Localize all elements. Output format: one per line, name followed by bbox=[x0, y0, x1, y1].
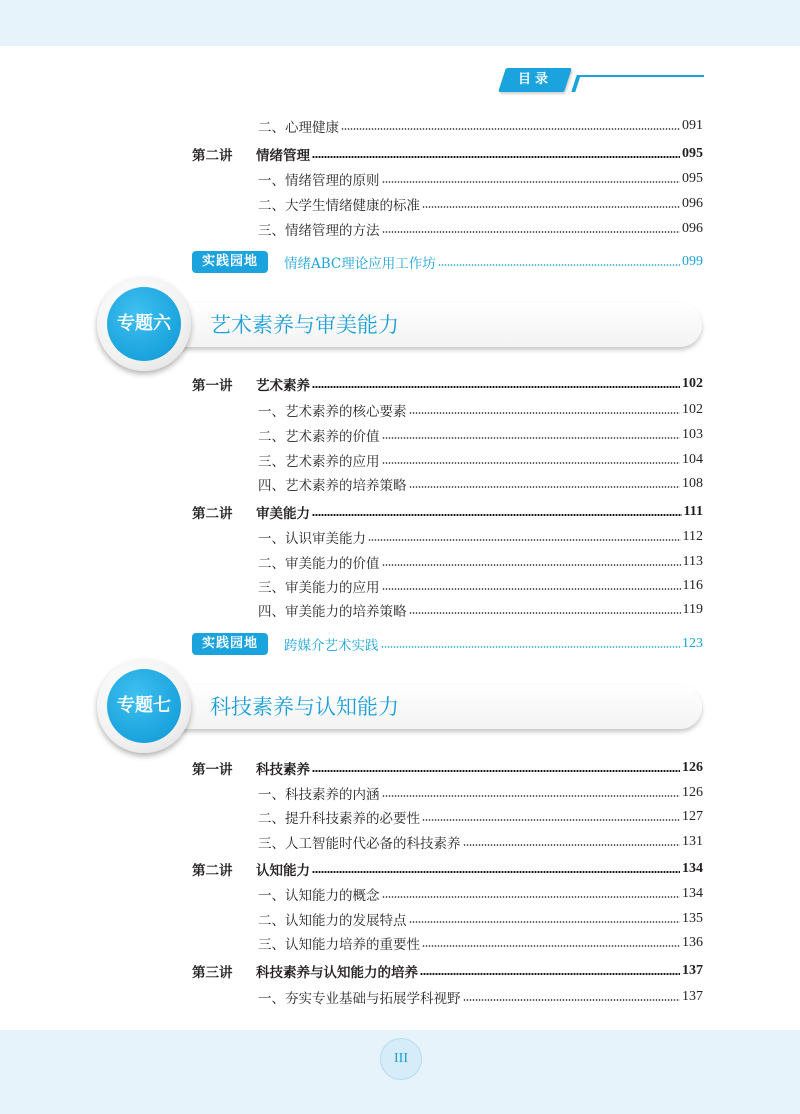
toc-entry-title: 情绪管理 bbox=[256, 148, 310, 164]
toc-practice[interactable] bbox=[0, 251, 800, 273]
toc-entry[interactable] bbox=[0, 218, 800, 240]
toc-entry-page: 108 bbox=[682, 476, 703, 491]
toc-entry[interactable] bbox=[0, 449, 800, 471]
toc-entry[interactable] bbox=[0, 831, 800, 853]
lecture-number: 第一讲 bbox=[192, 378, 233, 394]
practice-badge: 实践园地 bbox=[192, 251, 268, 273]
lecture-number: 第二讲 bbox=[192, 148, 233, 164]
toc-lecture[interactable] bbox=[0, 373, 800, 395]
toc-entry-page: 135 bbox=[682, 911, 703, 926]
leader-dots bbox=[382, 181, 681, 183]
toc-entry-title: 一、认识审美能力 bbox=[258, 531, 366, 547]
toc-entry-title: 一、科技素养的内涵 bbox=[258, 787, 380, 803]
toc-entry-page: 123 bbox=[682, 636, 703, 651]
toc-entry-page: 137 bbox=[682, 989, 703, 1004]
leader-dots bbox=[341, 128, 680, 130]
toc-entry-page: 091 bbox=[682, 118, 703, 133]
toc-header-label: 目录 bbox=[517, 72, 552, 87]
toc-entry[interactable] bbox=[0, 551, 800, 573]
leader-dots bbox=[463, 844, 681, 846]
toc-entry-page: 134 bbox=[682, 886, 703, 901]
toc-entry-title: 审美能力 bbox=[256, 506, 310, 522]
toc-lecture[interactable] bbox=[0, 858, 800, 880]
leader-dots bbox=[409, 612, 681, 614]
toc-entry[interactable] bbox=[0, 883, 800, 905]
toc-entry-title: 二、心理健康 bbox=[258, 120, 339, 136]
toc-entry-title: 二、大学生情绪健康的标准 bbox=[258, 198, 420, 214]
leader-dots bbox=[382, 462, 681, 464]
toc-lecture[interactable] bbox=[0, 960, 800, 982]
leader-dots bbox=[422, 206, 680, 208]
toc-entry-title: 二、审美能力的价值 bbox=[258, 556, 380, 572]
toc-entry[interactable] bbox=[0, 575, 800, 597]
toc-entry[interactable] bbox=[0, 986, 800, 1008]
toc-entry[interactable] bbox=[0, 168, 800, 190]
toc-entry-page: 102 bbox=[682, 376, 703, 391]
toc-entry[interactable] bbox=[0, 424, 800, 446]
toc-entry-title: 情绪ABC理论应用工作坊 bbox=[284, 256, 436, 272]
toc-lecture[interactable] bbox=[0, 757, 800, 779]
leader-dots bbox=[422, 945, 680, 947]
toc-entry-title: 艺术素养 bbox=[256, 378, 310, 394]
toc-entry-title: 二、提升科技素养的必要性 bbox=[258, 811, 420, 827]
toc-entry-page: 137 bbox=[682, 963, 703, 978]
toc-entry-page: 095 bbox=[682, 146, 703, 161]
toc-entry-page: 126 bbox=[682, 760, 703, 775]
toc-entry-title: 科技素养 bbox=[256, 762, 310, 778]
lecture-number: 第二讲 bbox=[192, 863, 233, 879]
toc-entry-page: 102 bbox=[682, 402, 703, 417]
toc-entry-page: 113 bbox=[682, 554, 703, 569]
toc-entry-title: 一、夯实专业基础与拓展学科视野 bbox=[258, 991, 461, 1007]
toc-entry[interactable] bbox=[0, 193, 800, 215]
leader-dots bbox=[438, 264, 680, 266]
toc-entry-title: 跨媒介艺术实践 bbox=[284, 638, 379, 654]
toc-entry-page: 127 bbox=[682, 809, 703, 824]
toc-entry[interactable] bbox=[0, 932, 800, 954]
toc-entry-page: 103 bbox=[682, 427, 703, 442]
toc-entry[interactable] bbox=[0, 782, 800, 804]
leader-dots bbox=[312, 770, 680, 772]
leader-dots bbox=[463, 999, 681, 1001]
leader-dots bbox=[409, 412, 681, 414]
lecture-number: 第三讲 bbox=[192, 965, 233, 981]
toc-entry-page: 126 bbox=[682, 785, 703, 800]
toc-practice[interactable] bbox=[0, 633, 800, 655]
practice-badge: 实践园地 bbox=[192, 633, 268, 655]
leader-dots bbox=[382, 564, 681, 566]
toc-entry-title: 三、审美能力的应用 bbox=[258, 580, 380, 596]
leader-dots bbox=[382, 437, 681, 439]
toc-entry-title: 科技素养与认知能力的培养 bbox=[256, 965, 418, 981]
toc-entry-page: 119 bbox=[682, 602, 703, 617]
toc-entry-page: 112 bbox=[682, 529, 703, 544]
toc-entry-title: 三、人工智能时代必备的科技素养 bbox=[258, 836, 461, 852]
top-band bbox=[0, 0, 800, 46]
topic-header[interactable] bbox=[0, 661, 800, 751]
toc-entry-title: 三、艺术素养的应用 bbox=[258, 454, 380, 470]
toc-entry[interactable] bbox=[0, 526, 800, 548]
toc-entry[interactable] bbox=[0, 115, 800, 137]
toc-entry-title: 一、认知能力的概念 bbox=[258, 888, 380, 904]
leader-dots bbox=[382, 588, 681, 590]
toc-entry-page: 096 bbox=[682, 196, 703, 211]
toc-entry[interactable] bbox=[0, 599, 800, 621]
toc-lecture[interactable] bbox=[0, 143, 800, 165]
toc-entry-page: 131 bbox=[682, 834, 703, 849]
toc-entry-page: 134 bbox=[682, 861, 703, 876]
leader-dots bbox=[382, 231, 681, 233]
leader-dots bbox=[422, 819, 680, 821]
page-number: III bbox=[380, 1038, 422, 1080]
leader-dots bbox=[312, 386, 680, 388]
toc-entry-page: 111 bbox=[683, 504, 703, 519]
lecture-number: 第一讲 bbox=[192, 762, 233, 778]
toc-lecture[interactable] bbox=[0, 501, 800, 523]
leader-dots bbox=[409, 486, 681, 488]
leader-dots bbox=[312, 871, 680, 873]
toc-entry-title: 三、认知能力培养的重要性 bbox=[258, 937, 420, 953]
toc-entry[interactable] bbox=[0, 399, 800, 421]
header-rule bbox=[578, 75, 704, 77]
header-accent bbox=[571, 75, 581, 92]
toc-entry[interactable] bbox=[0, 473, 800, 495]
topic-number-badge: 专题七 bbox=[107, 669, 181, 743]
toc-entry-page: 099 bbox=[682, 254, 703, 269]
leader-dots bbox=[420, 973, 680, 975]
toc-entry-title: 认知能力 bbox=[256, 863, 310, 879]
leader-dots bbox=[382, 795, 681, 797]
leader-dots bbox=[409, 921, 681, 923]
leader-dots bbox=[381, 646, 681, 648]
toc-entry[interactable] bbox=[0, 908, 800, 930]
toc-entry-page: 136 bbox=[682, 935, 703, 950]
topic-header[interactable] bbox=[0, 279, 800, 369]
toc-entry-page: 096 bbox=[682, 221, 703, 236]
toc-entry-title: 一、艺术素养的核心要素 bbox=[258, 404, 407, 420]
lecture-number: 第二讲 bbox=[192, 506, 233, 522]
toc-entry-title: 一、情绪管理的原则 bbox=[258, 173, 380, 189]
toc-entry[interactable] bbox=[0, 806, 800, 828]
leader-dots bbox=[382, 896, 681, 898]
toc-entry-page: 095 bbox=[682, 171, 703, 186]
leader-dots bbox=[312, 514, 682, 516]
topic-title: 艺术素养与审美能力 bbox=[210, 313, 399, 337]
toc-entry-title: 四、艺术素养的培养策略 bbox=[258, 478, 407, 494]
toc-entry-title: 二、认知能力的发展特点 bbox=[258, 913, 407, 929]
topic-number-badge: 专题六 bbox=[107, 287, 181, 361]
toc-entry-title: 四、审美能力的培养策略 bbox=[258, 604, 407, 620]
leader-dots bbox=[368, 539, 681, 541]
toc-entry-page: 116 bbox=[682, 578, 703, 593]
leader-dots bbox=[312, 156, 680, 158]
toc-entry-title: 三、情绪管理的方法 bbox=[258, 223, 380, 239]
toc-entry-page: 104 bbox=[682, 452, 703, 467]
toc-entry-title: 二、艺术素养的价值 bbox=[258, 429, 380, 445]
topic-title: 科技素养与认知能力 bbox=[210, 695, 399, 719]
